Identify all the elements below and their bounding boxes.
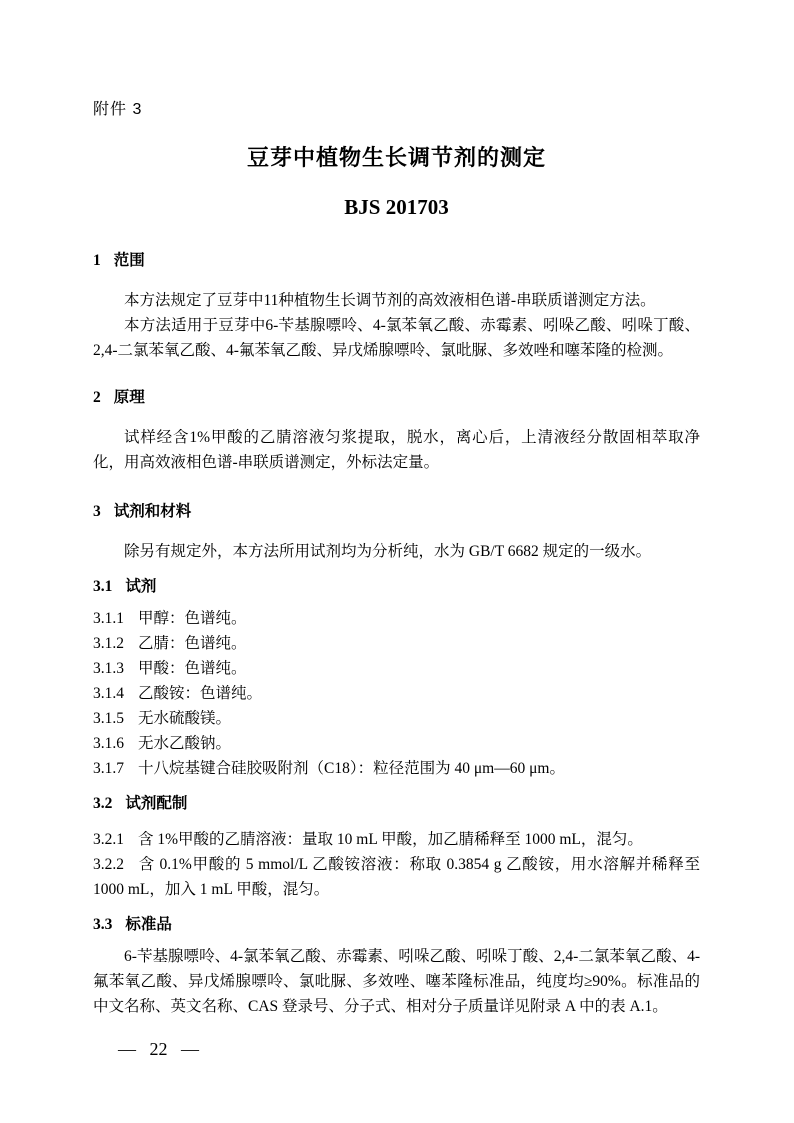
section-3-3-title: 标准品 xyxy=(125,916,172,933)
clause-text: 乙腈：色谱纯。 xyxy=(138,635,247,652)
section-3-heading xyxy=(93,501,700,523)
section-3-1-number: 3.1 xyxy=(93,578,113,595)
section-2-heading xyxy=(93,387,700,409)
section-3-3-paragraph-1: 6-苄基腺嘌呤、4-氯苯氧乙酸、赤霉素、吲哚乙酸、吲哚丁酸、2,4-二氯苯氧乙酸、4-氟苯氧乙酸、异戊烯腺嘌呤、氯吡脲、多效唑、噻苯隆标准品，纯度均≥90%。标准品的中文名称、英文名称、CAS 登录号、分子式、相对分子质量详见附录 A 中的表 A.1。 xyxy=(93,948,700,1015)
clause-text: 无水乙酸钠。 xyxy=(138,735,232,752)
section-1-paragraph-2: 本方法适用于豆芽中6-苄基腺嘌呤、4-氯苯氧乙酸、赤霉素、吲哚乙酸、吲哚丁酸、2,4-二氯苯氧乙酸、4-氟苯氧乙酸、异戊烯腺嘌呤、氯吡脲、多效唑和噻苯隆的检测。 xyxy=(93,317,700,359)
clause-3-1-6 xyxy=(93,731,700,756)
section-3-2-heading xyxy=(93,793,700,815)
clause-3-2-1 xyxy=(93,827,700,852)
clause-text: 甲酸：色谱纯。 xyxy=(138,660,247,677)
clause-number: 3.1.3 xyxy=(93,660,124,677)
clause-number: 3.1.2 xyxy=(93,635,124,652)
clause-3-1-7 xyxy=(93,756,700,781)
clause-number: 3.2.1 xyxy=(93,831,124,848)
section-2-number: 2 xyxy=(93,389,101,406)
section-3-title: 试剂和材料 xyxy=(113,503,192,520)
clause-3-1-1 xyxy=(93,606,700,631)
clause-3-1-4 xyxy=(93,681,700,706)
clause-text: 含 1%甲酸的乙腈溶液：量取 10 mL 甲酸，加乙腈稀释至 1000 mL，混匀。 xyxy=(138,831,643,848)
section-3-2-title: 试剂配制 xyxy=(125,795,188,812)
clause-text: 含 0.1%甲酸的 5 mmol/L 乙酸铵溶液：称取 0.3854 g 乙酸铵，用水溶解并稀释至 1000 mL，加入 1 mL 甲酸，混匀。 xyxy=(93,856,700,898)
clause-number: 3.1.1 xyxy=(93,610,124,627)
clause-text: 无水硫酸镁。 xyxy=(138,710,232,727)
section-2-title: 原理 xyxy=(113,389,145,406)
section-1-number: 1 xyxy=(93,252,101,269)
clause-number: 3.1.7 xyxy=(93,760,124,777)
clause-3-2-2 xyxy=(93,852,700,902)
clause-3-1-3 xyxy=(93,656,700,681)
clause-text: 甲醇：色谱纯。 xyxy=(138,610,247,627)
section-3-paragraph-1: 除另有规定外，本方法所用试剂均为分析纯，水为 GB/T 6682 规定的一级水。 xyxy=(124,543,652,560)
document-title: 豆芽中植物生长调节剂的测定 xyxy=(246,145,546,170)
section-1-title: 范围 xyxy=(113,252,145,269)
section-3-2-number: 3.2 xyxy=(93,795,113,812)
section-3-1-heading xyxy=(93,576,700,598)
section-3-3-number: 3.3 xyxy=(93,916,113,933)
clause-3-1-5 xyxy=(93,706,700,731)
page-number: — 22 — xyxy=(118,1039,199,1059)
standard-code: BJS 201703 xyxy=(344,195,449,219)
clause-3-1-2 xyxy=(93,631,700,656)
section-1-paragraph-1: 本方法规定了豆芽中11种植物生长调节剂的高效液相色谱-串联质谱测定方法。 xyxy=(124,292,656,309)
clause-number: 3.1.5 xyxy=(93,710,124,727)
attachment-label: 附件 3 xyxy=(93,101,143,118)
clause-text: 十八烷基键合硅胶吸附剂（C18）：粒径范围为 40 μm—60 μm。 xyxy=(138,760,565,777)
clause-number: 3.1.4 xyxy=(93,685,124,702)
clause-number: 3.2.2 xyxy=(93,856,124,873)
section-3-1-title: 试剂 xyxy=(125,578,157,595)
section-3-3-heading xyxy=(93,914,700,936)
section-1-heading xyxy=(93,250,700,272)
clause-number: 3.1.6 xyxy=(93,735,124,752)
section-3-number: 3 xyxy=(93,503,101,520)
section-2-paragraph-1: 试样经含1%甲酸的乙腈溶液匀浆提取，脱水，离心后，上清液经分散固相萃取净化，用高效液相色谱-串联质谱测定，外标法定量。 xyxy=(93,429,700,471)
clause-text: 乙酸铵：色谱纯。 xyxy=(138,685,263,702)
